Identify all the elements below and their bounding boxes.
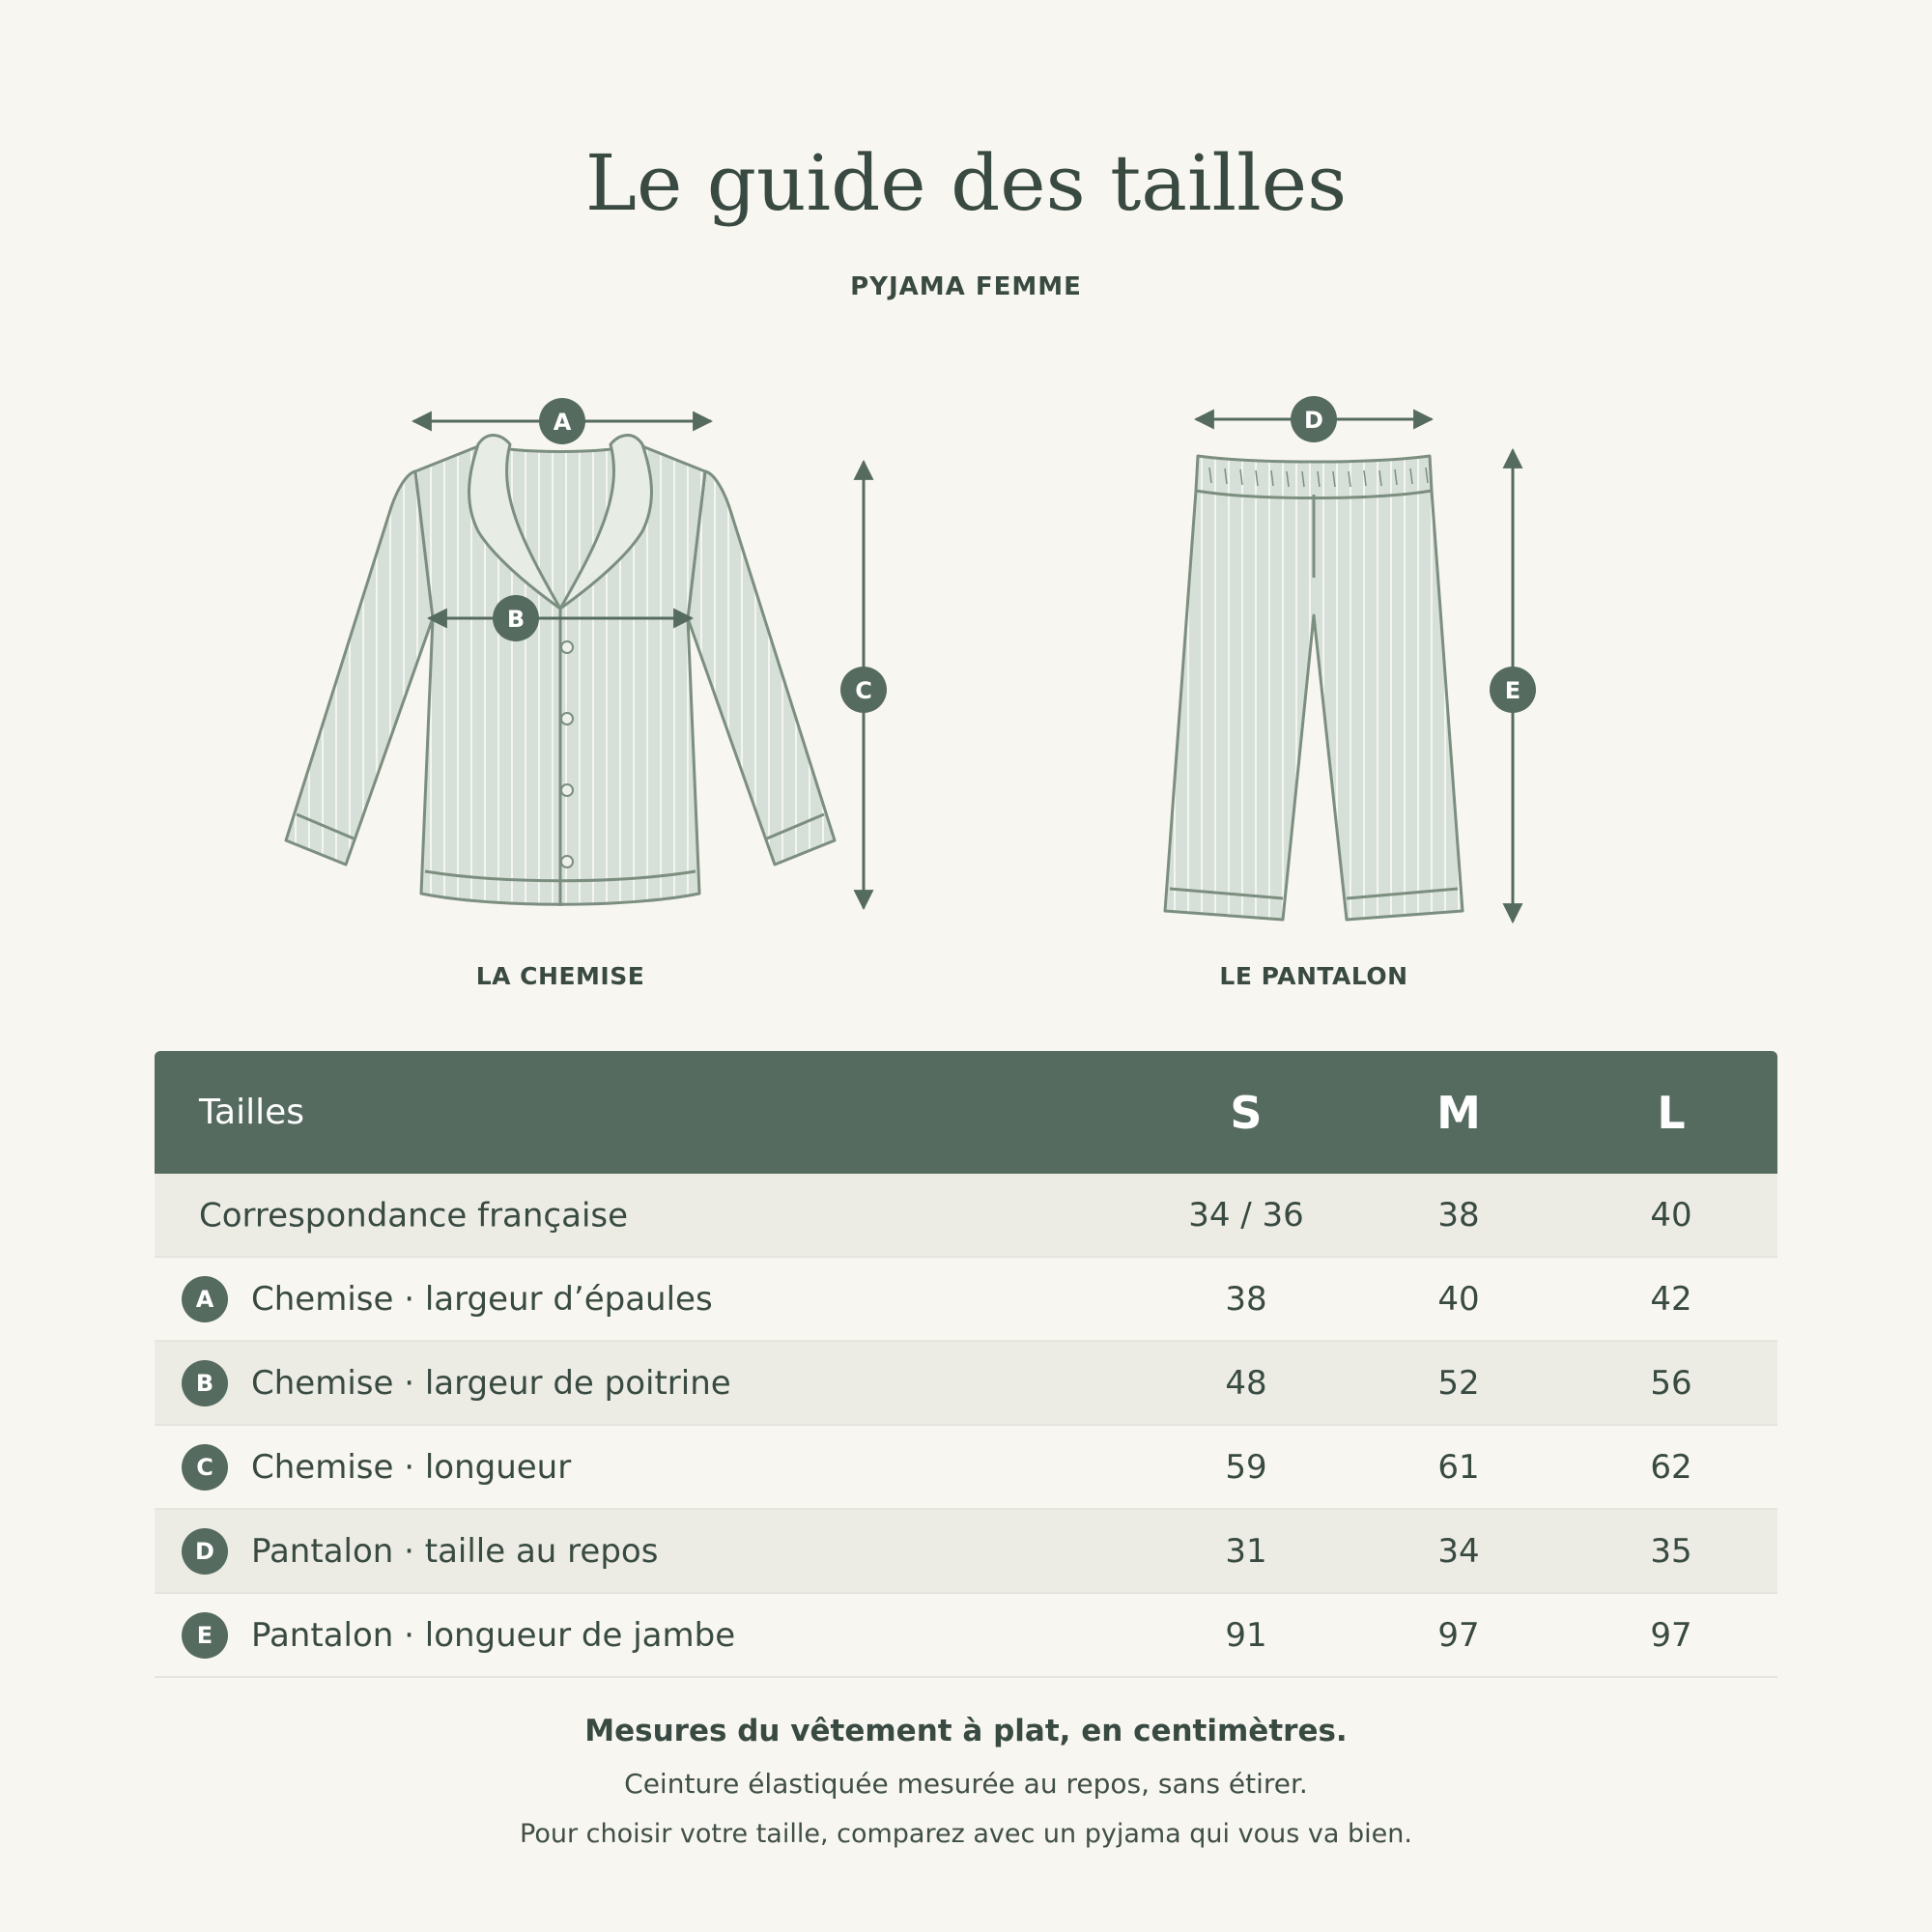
waistband-note: Ceinture élastiquée mesurée au repos, sans étirer. <box>624 1768 1308 1800</box>
row-value-s: 59 <box>1140 1425 1352 1509</box>
table-row <box>155 1593 1777 1677</box>
row-value-s: 31 <box>1140 1509 1352 1593</box>
marker-e <box>1490 667 1536 713</box>
row-label: Chemise · longueur <box>251 1447 572 1487</box>
shirt-left-sleeve <box>286 471 433 865</box>
shirt-illustration <box>286 436 835 906</box>
marker-d-text: D <box>1304 407 1323 434</box>
row-label: Chemise · largeur d’épaules <box>251 1279 713 1319</box>
row-value-m: 40 <box>1352 1257 1565 1341</box>
table-row <box>155 1174 1777 1257</box>
choosing-tip: Pour choisir votre taille, comparez avec un pyjama qui vous va bien. <box>520 1819 1412 1849</box>
size-table-header <box>155 1051 1777 1174</box>
row-value-m: 34 <box>1352 1509 1565 1593</box>
marker-d <box>1291 396 1337 442</box>
table-row <box>155 1509 1777 1593</box>
pants-illustration <box>1165 456 1463 920</box>
row-badge: C <box>182 1444 228 1491</box>
shirt-button <box>561 713 573 724</box>
marker-b-text: B <box>506 606 526 633</box>
row-value-l: 42 <box>1565 1257 1777 1341</box>
row-value-s: 91 <box>1140 1593 1352 1677</box>
row-value-s: 38 <box>1140 1257 1352 1341</box>
page-subtitle: PYJAMA FEMME <box>850 272 1082 301</box>
table-row <box>155 1257 1777 1341</box>
shirt-button <box>561 784 573 796</box>
size-header-m: M <box>1352 1051 1565 1174</box>
page-title: Le guide des tailles <box>584 138 1348 228</box>
row-value-m: 52 <box>1352 1341 1565 1425</box>
row-value-l: 35 <box>1565 1509 1777 1593</box>
row-label: Pantalon · longueur de jambe <box>251 1615 736 1655</box>
shirt-right-sleeve <box>688 471 835 865</box>
marker-a <box>539 398 585 444</box>
marker-c <box>840 667 887 713</box>
row-badge: B <box>182 1360 228 1406</box>
row-value-s: 48 <box>1140 1341 1352 1425</box>
row-value-s: 34 / 36 <box>1140 1174 1352 1257</box>
shirt-button <box>561 856 573 867</box>
row-value-m: 61 <box>1352 1425 1565 1509</box>
row-value-m: 97 <box>1352 1593 1565 1677</box>
marker-a-text: A <box>553 409 572 436</box>
row-badge: A <box>182 1276 228 1322</box>
shirt-label: LA CHEMISE <box>475 962 645 990</box>
row-value-l: 40 <box>1565 1174 1777 1257</box>
row-value-l: 56 <box>1565 1341 1777 1425</box>
size-header-l: L <box>1565 1051 1777 1174</box>
marker-c-text: C <box>855 677 872 704</box>
row-value-l: 62 <box>1565 1425 1777 1509</box>
pants-label: LE PANTALON <box>1219 962 1408 990</box>
marker-e-text: E <box>1504 677 1521 704</box>
row-label: Chemise · largeur de poitrine <box>251 1363 731 1403</box>
size-header-s: S <box>1140 1051 1352 1174</box>
marker-b <box>493 595 539 641</box>
size-table <box>155 1051 1777 1678</box>
row-label: Correspondance française <box>199 1196 629 1236</box>
row-value-l: 97 <box>1565 1593 1777 1677</box>
shirt-button <box>561 641 573 653</box>
row-badge: E <box>182 1612 228 1659</box>
row-label: Pantalon · taille au repos <box>251 1531 659 1571</box>
row-value-m: 38 <box>1352 1174 1565 1257</box>
row-badge: D <box>182 1528 228 1575</box>
measurement-note: Mesures du vêtement à plat, en centimètres. <box>584 1714 1348 1748</box>
header-label: Tailles <box>155 1051 1140 1174</box>
table-row <box>155 1425 1777 1509</box>
table-row <box>155 1341 1777 1425</box>
